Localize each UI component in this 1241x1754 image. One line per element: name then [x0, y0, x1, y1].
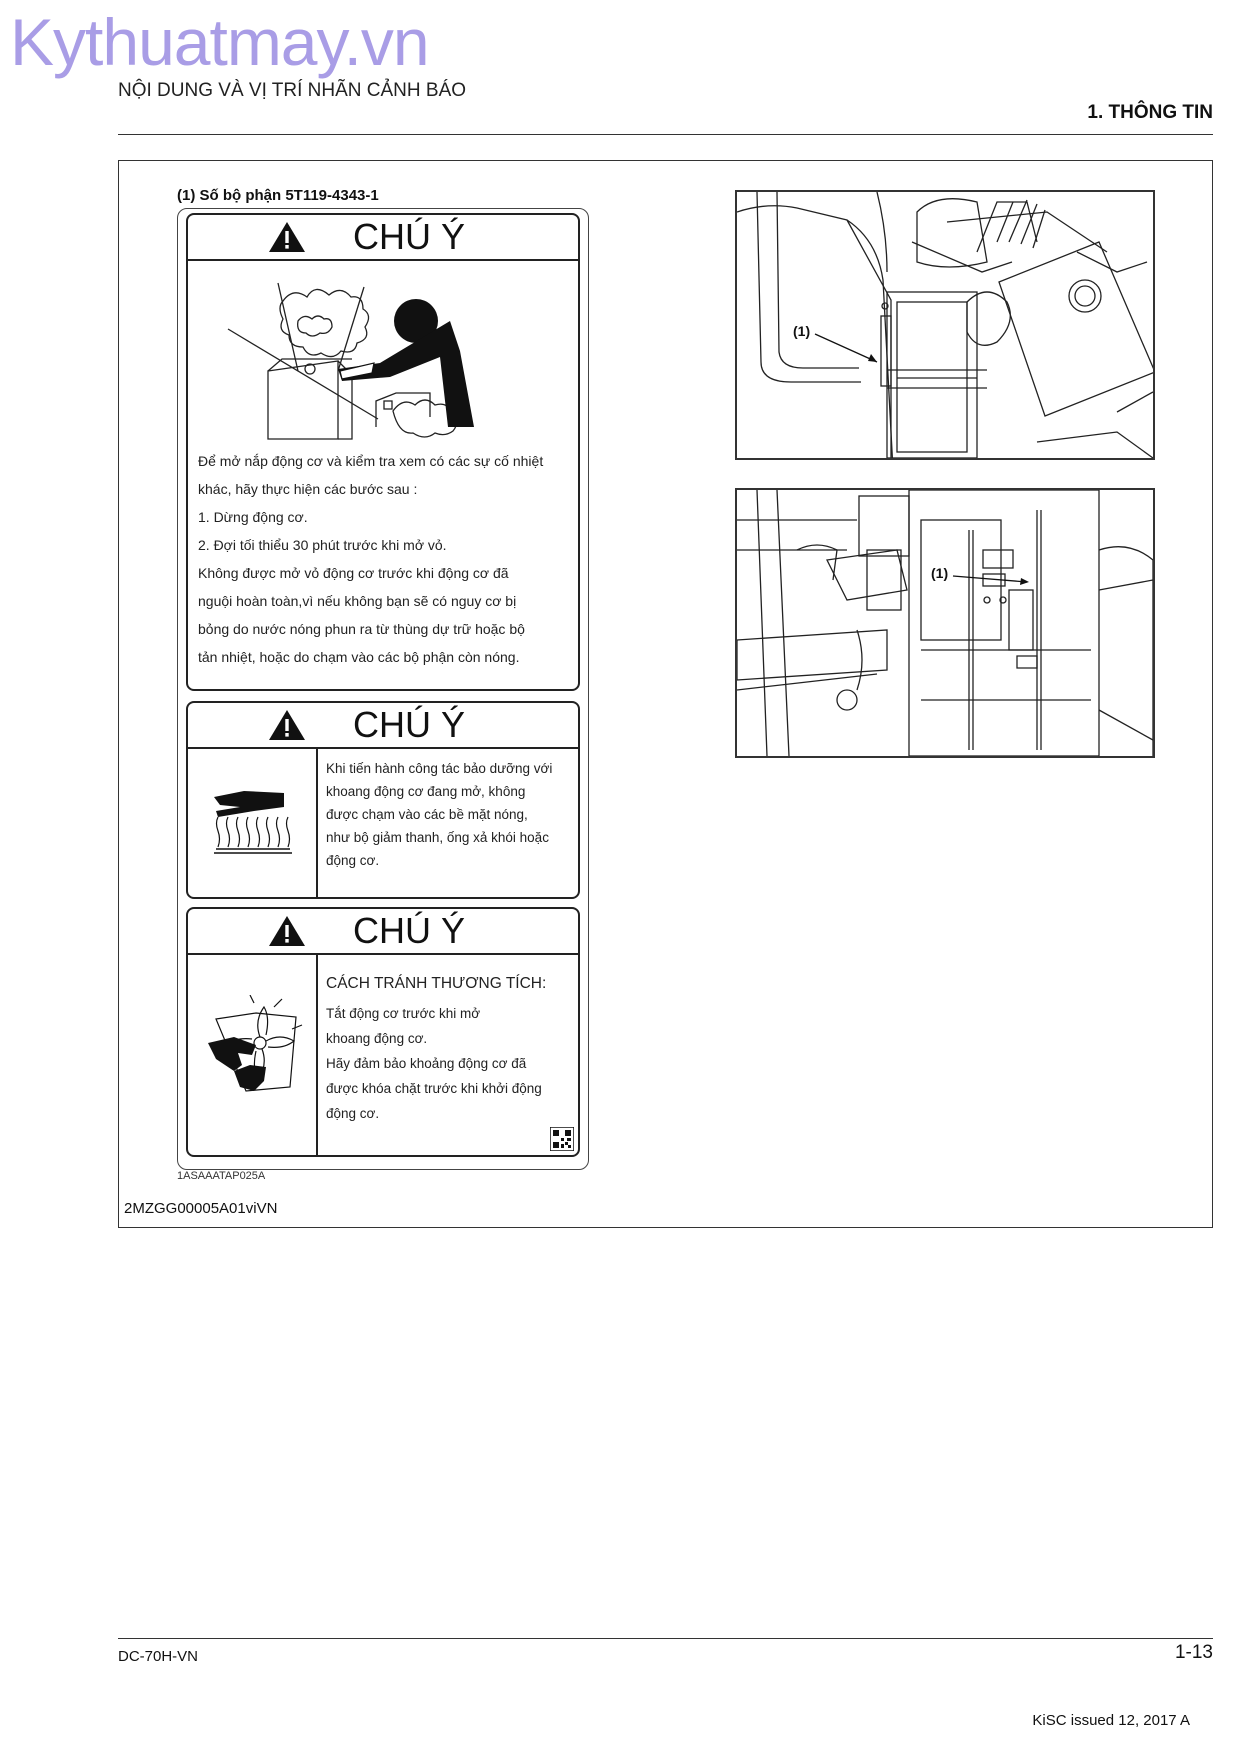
caution-line: khoang động cơ. [326, 1031, 428, 1046]
caution-line: khoang động cơ đang mở, không [326, 784, 526, 799]
engine-location-illustration-bottom [735, 488, 1155, 758]
caution-heading: CHÚ Ý [353, 216, 466, 257]
caution-line: tản nhiệt, hoặc do chạm vào các bộ phận còn nóng. [198, 649, 520, 665]
caution-text-3 [326, 971, 576, 1126]
caution-line: bỏng do nước nóng phun ra từ thùng dự trữ hoặc bộ [198, 621, 525, 637]
panel-divider [316, 953, 318, 1155]
engine-compartment-drawing [737, 490, 1153, 756]
engine-location-illustration-top [735, 190, 1155, 460]
caution-header [188, 215, 578, 261]
caution-line: Hãy đảm bảo khoảng động cơ đã [326, 1056, 527, 1071]
callout-label: (1) [931, 565, 949, 581]
caution-panel-2 [186, 701, 580, 899]
issue-info: KiSC issued 12, 2017 A [1032, 1712, 1190, 1729]
caution-text-1 [198, 447, 578, 671]
caution-header [188, 703, 578, 749]
chapter-title: 1. THÔNG TIN [1087, 102, 1213, 123]
caution-line: nguội hoàn toàn,vì nếu không bạn sẽ có nguy cơ bị [198, 593, 517, 609]
rotating-fan-icon [204, 995, 304, 1099]
hot-surface-icon [204, 783, 304, 863]
caution-text-2 [326, 757, 576, 872]
label-code: 1ASAAATAP025A [177, 1170, 266, 1182]
warning-triangle-icon [268, 915, 306, 947]
header-divider [118, 134, 1213, 135]
document-id: DC-70H-VN [118, 1648, 199, 1665]
caution-line: Để mở nắp động cơ và kiểm tra xem có các sự cố nhiệt [198, 453, 544, 469]
caution-line: động cơ. [326, 1106, 380, 1121]
caution-heading: CHÚ Ý [353, 704, 466, 745]
callout-label: (1) [793, 323, 811, 339]
part-number-label: (1) Số bộ phận 5T119-4343-1 [177, 187, 379, 204]
caution-line: Không được mở vỏ động cơ trước khi động cơ đã [198, 565, 509, 581]
caution-line: được khóa chặt trước khi khởi động [326, 1081, 542, 1096]
caution-panel-3 [186, 907, 580, 1157]
caution-line: động cơ. [326, 853, 380, 868]
warning-triangle-icon [268, 221, 306, 253]
engine-steam-illustration [188, 261, 578, 447]
section-title: NỘI DUNG VÀ VỊ TRÍ NHÃN CẢNH BÁO [118, 80, 467, 101]
caution-line: như bộ giảm thanh, ống xả khói hoặc [326, 830, 549, 845]
caution-panel-1 [186, 213, 580, 691]
engine-hood-open-drawing [737, 192, 1153, 458]
caution-line: được chạm vào các bề mặt nóng, [326, 807, 528, 822]
warning-label [177, 208, 589, 1170]
caution-header [188, 909, 578, 955]
caution-line: Khi tiến hành công tác bảo dưỡng với [326, 761, 553, 776]
footer-divider [118, 1638, 1213, 1639]
panel-divider [316, 747, 318, 897]
watermark: Kythuatmay.vn [10, 5, 429, 79]
page-number: 1-13 [1174, 1642, 1213, 1663]
caution-line: khác, hãy thực hiện các bước sau : [198, 481, 418, 497]
figure-code: 2MZGG00005A01viVN [124, 1200, 278, 1217]
qr-code-icon [550, 1127, 574, 1151]
caution-subheading: CÁCH TRÁNH THƯƠNG TÍCH: [326, 975, 547, 992]
warning-triangle-icon [268, 709, 306, 741]
caution-line: Tắt động cơ trước khi mở [326, 1006, 481, 1021]
caution-heading: CHÚ Ý [353, 910, 466, 951]
caution-line: 1. Dừng động cơ. [198, 509, 308, 525]
caution-line: 2. Đợi tối thiểu 30 phút trước khi mở vỏ. [198, 537, 447, 553]
